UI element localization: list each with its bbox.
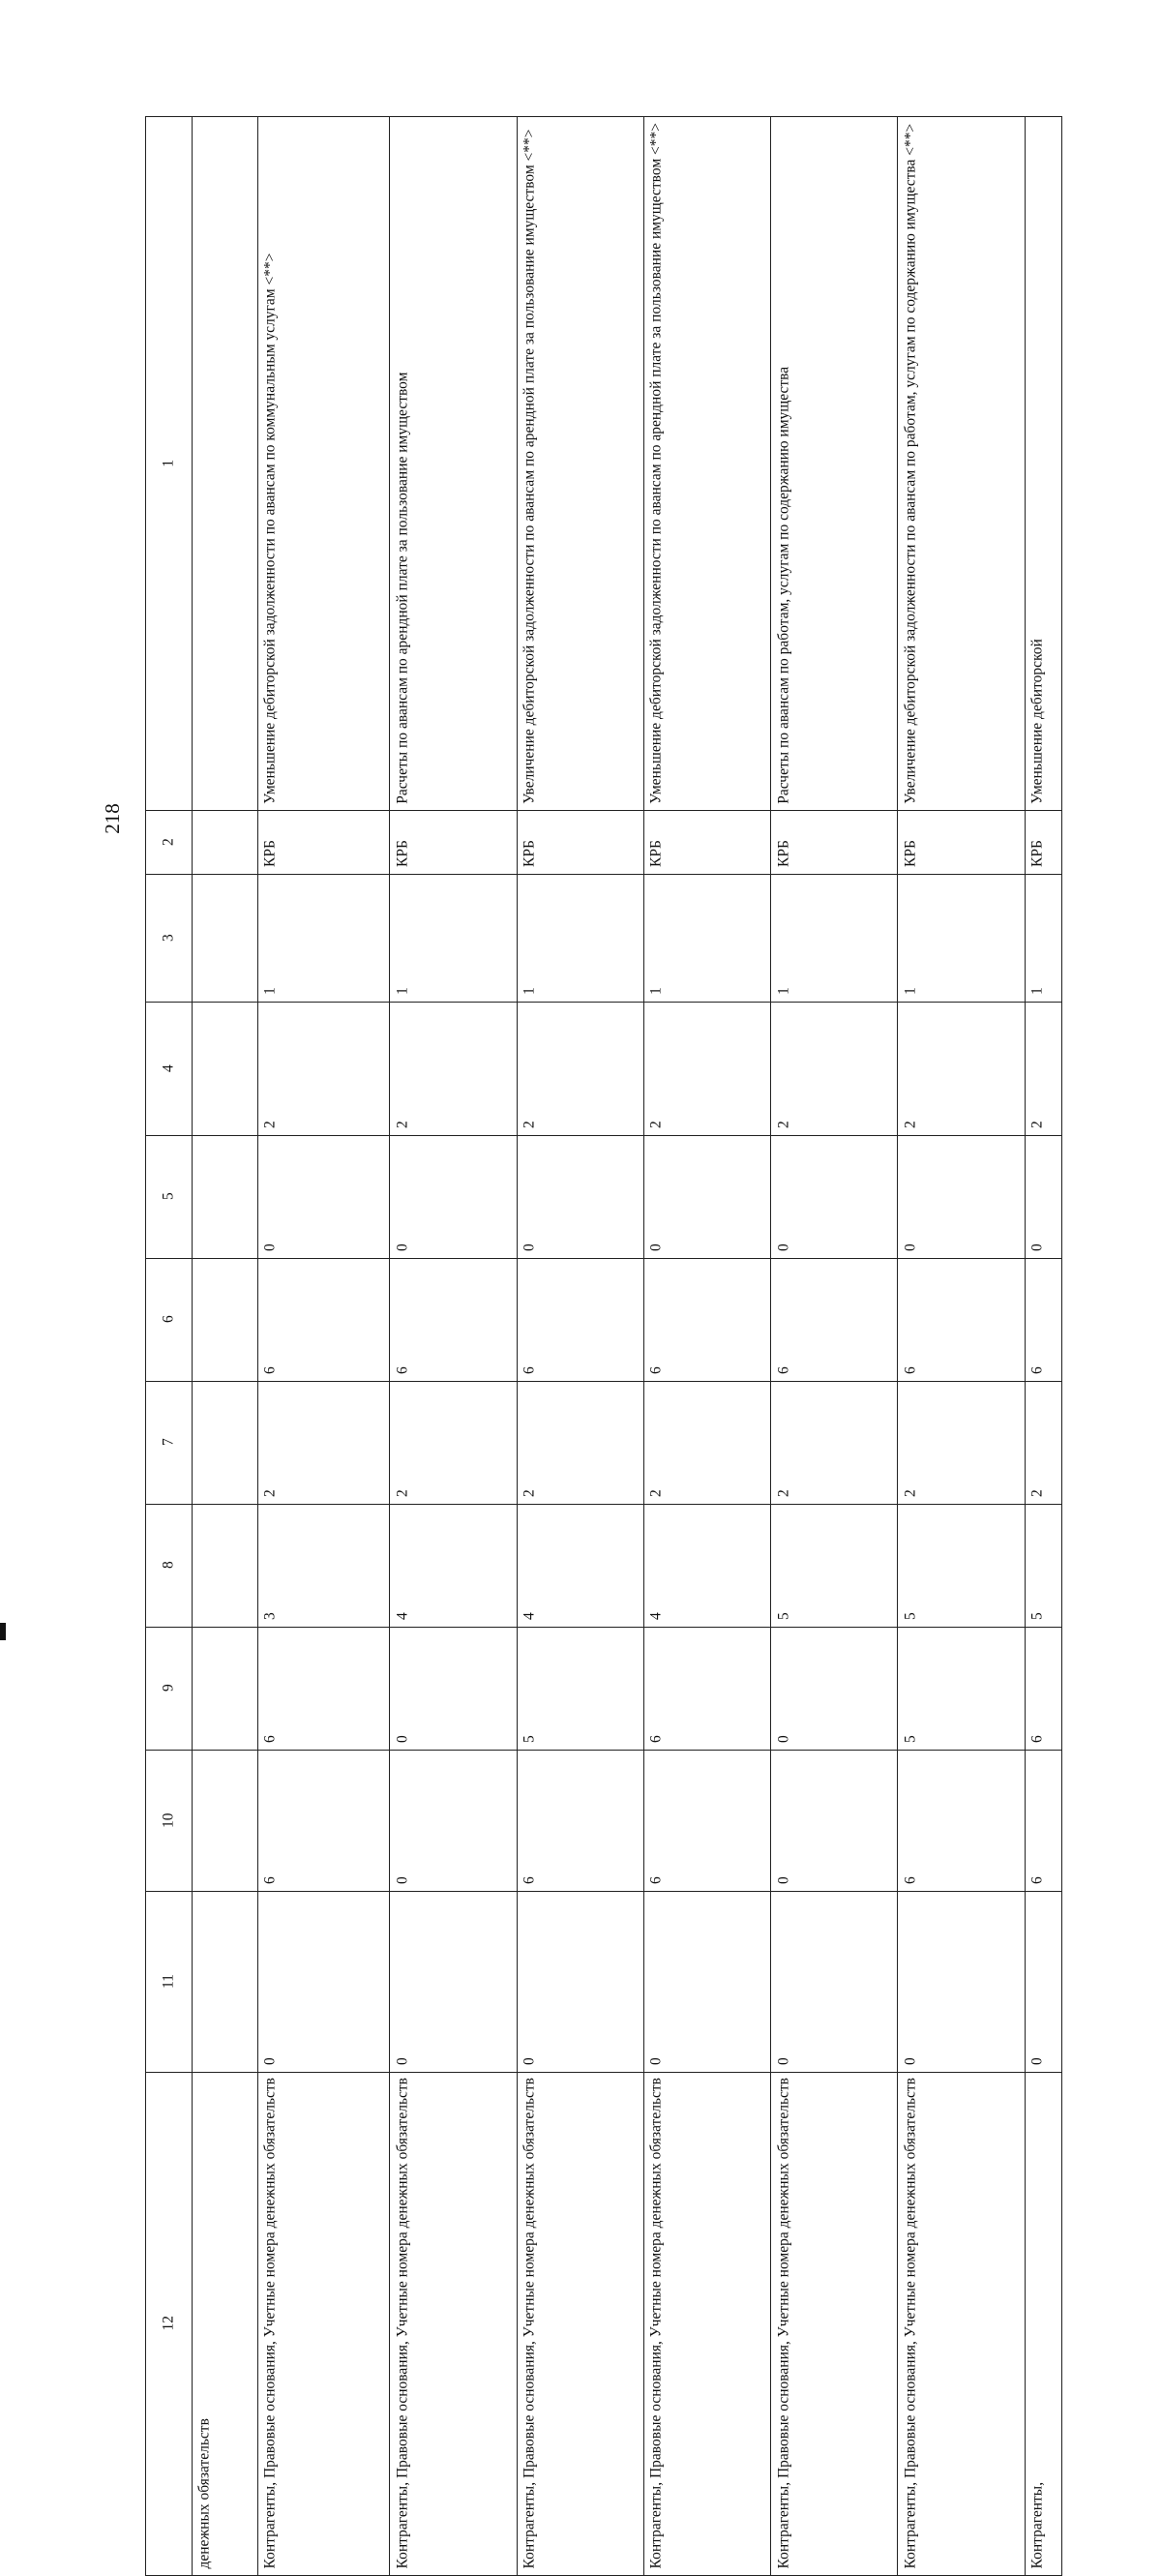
table-cell: 4 <box>517 1504 643 1627</box>
table-cell: Контрагенты, Правовые основания, Учетные номера денежных обязательств <box>390 2072 517 2576</box>
continuation-cell <box>192 1750 257 1891</box>
table-cell: КРБ <box>643 810 770 874</box>
table-cell: 0 <box>643 1135 770 1258</box>
table-cell: 5 <box>898 1504 1025 1627</box>
doc-column-3 <box>146 874 1062 1002</box>
table-cell: Контрагенты, Правовые основания, Учетные номера денежных обязательств <box>771 2072 898 2576</box>
table-cell: 6 <box>390 1258 517 1381</box>
table-cell: 0 <box>771 1135 898 1258</box>
row-name-cell: Увеличение дебиторской задолженности по авансам по работам, услугам по содержанию имущества <**> <box>898 117 1025 811</box>
table-cell: КРБ <box>1025 810 1061 874</box>
table-cell: 6 <box>517 1750 643 1891</box>
table-cell: 0 <box>771 1627 898 1750</box>
table-cell: 6 <box>257 1627 389 1750</box>
table-cell: Контрагенты, Правовые основания, Учетные номера денежных обязательств <box>257 2072 389 2576</box>
table-cell: 6 <box>1025 1258 1061 1381</box>
row-name-cell: Уменьшение дебиторской задолженности по авансам по коммунальным услугам <**> <box>257 117 389 811</box>
table-cell: 1 <box>517 874 643 1002</box>
table-cell: Контрагенты, <box>1025 2072 1061 2576</box>
continuation-cell <box>192 1135 257 1258</box>
table-cell: 0 <box>898 1135 1025 1258</box>
table-cell: КРБ <box>517 810 643 874</box>
table-cell: 2 <box>898 1381 1025 1504</box>
table-cell: 5 <box>771 1504 898 1627</box>
table-cell: 2 <box>390 1381 517 1504</box>
table-cell: 4 <box>643 1504 770 1627</box>
doc-column-10 <box>146 1750 1062 1891</box>
column-header: 3 <box>146 874 193 1002</box>
table-cell: 0 <box>771 1750 898 1891</box>
table-cell: 2 <box>771 1381 898 1504</box>
table-cell: 1 <box>898 874 1025 1002</box>
table-cell: 6 <box>771 1258 898 1381</box>
doc-column-12 <box>146 2072 1062 2576</box>
table-cell: 0 <box>390 1750 517 1891</box>
table-cell: 1 <box>1025 874 1061 1002</box>
table-cell: 0 <box>643 1891 770 2072</box>
table-cell: 1 <box>257 874 389 1002</box>
doc-column-11 <box>146 1891 1062 2072</box>
table-cell: 2 <box>898 1002 1025 1135</box>
continuation-cell <box>192 1891 257 2072</box>
row-name-cell: Расчеты по авансам по работам, услугам по содержанию имущества <box>771 117 898 811</box>
table-cell: 0 <box>898 1891 1025 2072</box>
continuation-cell <box>192 874 257 1002</box>
accounts-table <box>145 116 1062 2576</box>
column-header: 12 <box>146 2072 193 2576</box>
continuation-cell: денежных обязательств <box>192 2072 257 2576</box>
table-cell: 6 <box>898 1750 1025 1891</box>
table-cell: 0 <box>390 1135 517 1258</box>
column-header: 11 <box>146 1891 193 2072</box>
row-name-cell: Расчеты по авансам по арендной плате за пользование имуществом <box>390 117 517 811</box>
table-cell: 1 <box>771 874 898 1002</box>
doc-column-6 <box>146 1258 1062 1381</box>
table-cell: 6 <box>643 1750 770 1891</box>
table-cell: 2 <box>771 1002 898 1135</box>
table-cell: КРБ <box>898 810 1025 874</box>
column-header: 4 <box>146 1002 193 1135</box>
table-cell: Контрагенты, Правовые основания, Учетные номера денежных обязательств <box>898 2072 1025 2576</box>
page-number: 218 <box>101 803 124 834</box>
doc-column-1 <box>146 117 1062 811</box>
table-cell: 2 <box>643 1381 770 1504</box>
table-cell: 5 <box>1025 1504 1061 1627</box>
table-cell: 6 <box>517 1258 643 1381</box>
table-cell: 1 <box>390 874 517 1002</box>
table-cell: 4 <box>390 1504 517 1627</box>
column-header: 9 <box>146 1627 193 1750</box>
doc-column-8 <box>146 1504 1062 1627</box>
continuation-cell <box>192 810 257 874</box>
table-cell: 2 <box>257 1002 389 1135</box>
table-cell: КРБ <box>257 810 389 874</box>
table-cell: 0 <box>517 1135 643 1258</box>
column-header: 10 <box>146 1750 193 1891</box>
column-header: 7 <box>146 1381 193 1504</box>
column-header: 2 <box>146 810 193 874</box>
table-cell: Контрагенты, Правовые основания, Учетные номера денежных обязательств <box>517 2072 643 2576</box>
table-cell: 6 <box>643 1627 770 1750</box>
column-header: 5 <box>146 1135 193 1258</box>
table-cell: 2 <box>1025 1002 1061 1135</box>
table-cell: 0 <box>517 1891 643 2072</box>
table-cell: 6 <box>257 1258 389 1381</box>
continuation-cell <box>192 1002 257 1135</box>
row-name-cell: Увеличение дебиторской задолженности по авансам по арендной плате за пользование имуществом <**> <box>517 117 643 811</box>
table-cell: КРБ <box>390 810 517 874</box>
table-cell: 6 <box>898 1258 1025 1381</box>
table-cell: 6 <box>1025 1627 1061 1750</box>
table-cell: 1 <box>643 874 770 1002</box>
table-cell: 6 <box>257 1750 389 1891</box>
table-cell: 2 <box>257 1381 389 1504</box>
table-cell: 0 <box>257 1891 389 2072</box>
table-cell: 2 <box>517 1381 643 1504</box>
continuation-cell <box>192 1258 257 1381</box>
doc-column-2 <box>146 810 1062 874</box>
table-cell: 2 <box>1025 1381 1061 1504</box>
table-cell: КРБ <box>771 810 898 874</box>
row-name-cell: Уменьшение дебиторской задолженности по авансам по арендной плате за пользование имуществом <**> <box>643 117 770 811</box>
column-header: 6 <box>146 1258 193 1381</box>
continuation-cell <box>192 1381 257 1504</box>
table-cell: 6 <box>1025 1750 1061 1891</box>
doc-column-5 <box>146 1135 1062 1258</box>
continuation-cell <box>192 1504 257 1627</box>
table-cell: 5 <box>898 1627 1025 1750</box>
table-cell: 0 <box>771 1891 898 2072</box>
column-header: 8 <box>146 1504 193 1627</box>
scan-artifact-mark <box>0 1623 6 1640</box>
table-cell: 0 <box>1025 1891 1061 2072</box>
table-cell: 2 <box>643 1002 770 1135</box>
doc-column-7 <box>146 1381 1062 1504</box>
table-cell: 5 <box>517 1627 643 1750</box>
table-cell: 6 <box>643 1258 770 1381</box>
continuation-cell <box>192 117 257 811</box>
table-cell: 0 <box>390 1891 517 2072</box>
table-cell: 0 <box>390 1627 517 1750</box>
table-cell: 3 <box>257 1504 389 1627</box>
table-cell: 0 <box>257 1135 389 1258</box>
doc-column-4 <box>146 1002 1062 1135</box>
table-cell: 0 <box>1025 1135 1061 1258</box>
table-wrapper <box>145 116 1062 2570</box>
continuation-cell <box>192 1627 257 1750</box>
doc-column-9 <box>146 1627 1062 1750</box>
column-header: 1 <box>146 117 193 811</box>
table-cell: Контрагенты, Правовые основания, Учетные номера денежных обязательств <box>643 2072 770 2576</box>
table-cell: 2 <box>517 1002 643 1135</box>
table-cell: 2 <box>390 1002 517 1135</box>
row-name-cell: Уменьшение дебиторской <box>1025 117 1061 811</box>
